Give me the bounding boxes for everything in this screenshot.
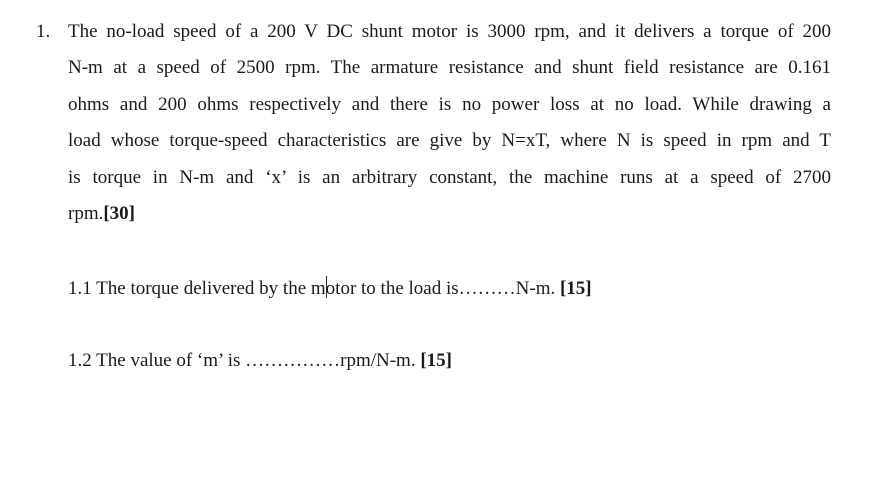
subquestion-marks: [15] bbox=[559, 278, 592, 299]
question-marks: [30] bbox=[103, 203, 136, 225]
question-last-line bbox=[68, 196, 831, 232]
question-line: is torque in N-m and ‘x’ is an arbitrary constant, the machine runs at a speed of 2700 bbox=[68, 166, 831, 188]
question-line: N-m at a speed of 2500 rpm. The armature resistance and shunt field resistance are 0.161 bbox=[68, 57, 831, 79]
subquestion-marks: [15] bbox=[420, 350, 452, 371]
subquestion-text-end: otor to the load is………N-m. bbox=[325, 278, 560, 299]
subquestion-1-1 bbox=[68, 276, 592, 301]
question-number: 1. bbox=[36, 21, 51, 42]
question-body bbox=[68, 14, 831, 232]
question-line: The no-load speed of a 200 V DC shunt motor is 3000 rpm, and it delivers a torque of 200 bbox=[68, 21, 831, 42]
question-line: ohms and 200 ohms respectively and there is no power loss at no load. While drawing a bbox=[68, 93, 831, 115]
subquestion-text-start: 1.1 The torque delivered by the m bbox=[68, 278, 326, 299]
subquestion-1-2 bbox=[68, 349, 452, 373]
question-line-text: rpm. bbox=[68, 203, 104, 225]
question-line: load whose torque-speed characteristics are give by N=xT, where N is speed in rpm and T bbox=[68, 130, 831, 152]
subquestion-text: 1.2 The value of ‘m’ is ……………rpm/N-m. bbox=[68, 350, 421, 371]
